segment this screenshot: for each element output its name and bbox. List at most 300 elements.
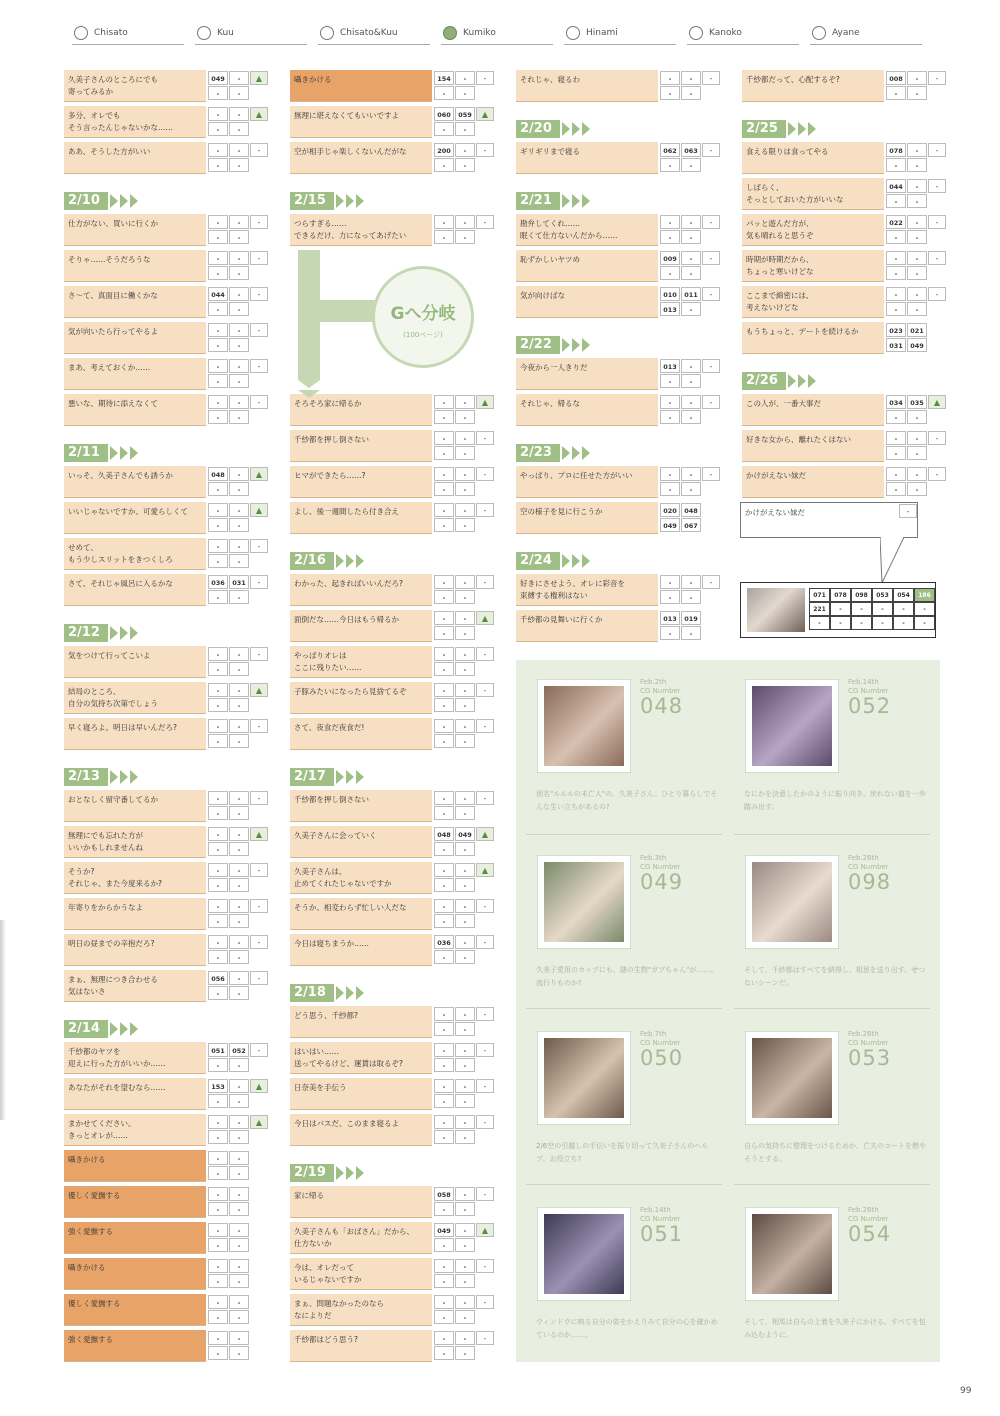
choice-row bbox=[290, 646, 496, 678]
cg-number-cells bbox=[658, 142, 702, 174]
cg-number-cell: - bbox=[229, 1274, 249, 1288]
cg-number-cell: - bbox=[208, 395, 228, 409]
cg-number-cell: - bbox=[229, 1223, 249, 1237]
cg-number-cell: - bbox=[455, 1079, 475, 1093]
date-header-2-14 bbox=[64, 1020, 146, 1038]
choice-text: 仕方がない、買いに行くか bbox=[64, 214, 206, 246]
cg-number-cell: - bbox=[455, 1187, 475, 1201]
chevron-icon bbox=[110, 1022, 118, 1036]
chevron-icon bbox=[582, 122, 590, 136]
cg-number-cell: - bbox=[208, 158, 228, 172]
choice-row bbox=[64, 574, 270, 606]
cg-number-cell: - bbox=[434, 1202, 454, 1216]
cg-label: CG Number bbox=[640, 863, 681, 871]
choice-text: 気をつけて行ってこいよ bbox=[64, 646, 206, 678]
choice-text: 強く愛撫する bbox=[64, 1330, 206, 1362]
branch-mark: - bbox=[928, 71, 946, 85]
tab-label: Hinami bbox=[586, 28, 618, 38]
chevron-icon bbox=[346, 194, 354, 208]
cg-number-cell: 022 bbox=[886, 215, 906, 229]
choice-text: 優しく愛撫する bbox=[64, 1294, 206, 1326]
choice-row bbox=[742, 250, 948, 282]
cg-number-cell: - bbox=[455, 1094, 475, 1108]
cg-number-cell: - bbox=[208, 1259, 228, 1273]
cg-number-cell: - bbox=[229, 554, 249, 568]
branch-mark: - bbox=[702, 395, 720, 409]
cg-number-cell: - bbox=[660, 395, 680, 409]
cg-number-cell: - bbox=[455, 71, 475, 85]
choice-text: そろそろ家に帰るか bbox=[290, 394, 432, 426]
cg-number-cells bbox=[206, 1330, 250, 1362]
choice-row bbox=[742, 394, 948, 426]
cg-number-cells bbox=[432, 1222, 476, 1254]
cg-number-cell: - bbox=[681, 86, 701, 100]
cg-number-cells bbox=[658, 214, 702, 246]
cg-number-cell: - bbox=[886, 86, 906, 100]
date-label: 2/25 bbox=[742, 120, 786, 138]
chevron-icon bbox=[356, 986, 364, 1000]
arrow-up-icon: ▲ bbox=[250, 1115, 268, 1129]
cg-number-cell: - bbox=[455, 1238, 475, 1252]
arrow-up-icon: ▲ bbox=[250, 1079, 268, 1093]
branch-mark: - bbox=[476, 935, 494, 949]
cg-number-cell: 049 bbox=[660, 518, 680, 532]
choice-row bbox=[516, 214, 722, 246]
choice-text: 囁きかける bbox=[290, 70, 432, 102]
cg-number-cells bbox=[432, 1186, 476, 1218]
cg-number-cell: - bbox=[229, 734, 249, 748]
cg-number-cell: 020 bbox=[660, 503, 680, 517]
choice-text: 久美子さんのところにでも 寄ってみるか bbox=[64, 70, 206, 102]
cg-number-cell: - bbox=[872, 616, 893, 630]
choice-text: 囁きかける bbox=[64, 1258, 206, 1290]
cg-number-cell: - bbox=[434, 863, 454, 877]
tab-chisato-kuu[interactable] bbox=[318, 22, 430, 45]
choice-row bbox=[290, 574, 496, 606]
branch-mark: - bbox=[250, 899, 268, 913]
cg-number-cell: 013 bbox=[660, 359, 680, 373]
branch-mark: - bbox=[702, 251, 720, 265]
cg-number-cell: - bbox=[208, 554, 228, 568]
cg-number-cells bbox=[206, 970, 250, 1002]
cg-number-cells bbox=[432, 214, 476, 246]
divider bbox=[734, 1184, 930, 1185]
cg-number-cell: - bbox=[455, 1295, 475, 1309]
cg-number-cells bbox=[432, 646, 476, 678]
date-header-2-16 bbox=[290, 552, 372, 570]
cg-number-cells bbox=[206, 502, 250, 534]
choice-text: 時期が時期だから、 ちょっと寒いけどな bbox=[742, 250, 884, 282]
cg-number-cell: - bbox=[681, 158, 701, 172]
cg-number-cell: - bbox=[455, 1259, 475, 1273]
cg-number-cell: - bbox=[208, 338, 228, 352]
date-label: 2/22 bbox=[516, 336, 560, 354]
chevron-icon bbox=[336, 770, 344, 784]
cg-number-cell: - bbox=[830, 602, 851, 616]
radio-selected-icon bbox=[443, 26, 457, 40]
tab-hinami[interactable] bbox=[564, 22, 676, 45]
cg-number-cell: - bbox=[455, 1310, 475, 1324]
cg-number-cell: - bbox=[229, 1115, 249, 1129]
chevron-icon bbox=[356, 1166, 364, 1180]
branch-mark: - bbox=[476, 1331, 494, 1345]
cg-card bbox=[738, 1024, 934, 1184]
cg-number-cell: - bbox=[455, 1115, 475, 1129]
cg-number-cell: - bbox=[660, 410, 680, 424]
cg-number-cell: - bbox=[208, 1331, 228, 1345]
cg-thumbnail bbox=[752, 1038, 832, 1118]
cg-number-cell: - bbox=[434, 1079, 454, 1093]
cg-number-cell: - bbox=[660, 575, 680, 589]
date-header-2-11 bbox=[64, 444, 146, 462]
cg-number-cells bbox=[206, 718, 250, 750]
cg-card bbox=[738, 848, 934, 1008]
choice-text: 好きな女から、離れたくはない bbox=[742, 430, 884, 462]
branch-mark: - bbox=[702, 143, 720, 157]
cg-number-cell: - bbox=[660, 590, 680, 604]
cg-number-cells bbox=[206, 466, 250, 498]
cg-number-cell: - bbox=[455, 1007, 475, 1021]
cg-number-cells bbox=[432, 1114, 476, 1146]
choice-row bbox=[64, 646, 270, 678]
choice-text: 多分、オレでも そう言ったんじゃないかな…… bbox=[64, 106, 206, 138]
cg-number-cell: - bbox=[660, 158, 680, 172]
character-tabs bbox=[72, 22, 942, 46]
cg-number-cell: - bbox=[229, 395, 249, 409]
cg-number-cells bbox=[206, 250, 250, 282]
cg-number-cell: - bbox=[907, 410, 927, 424]
branch-mark: - bbox=[476, 1259, 494, 1273]
choice-row bbox=[290, 430, 496, 462]
cg-number-cells bbox=[884, 178, 928, 210]
cg-number-cell: - bbox=[434, 611, 454, 625]
cg-number-cells bbox=[206, 358, 250, 390]
chevron-icon bbox=[572, 446, 580, 460]
tab-ayane[interactable] bbox=[810, 22, 922, 45]
cg-number-cell: - bbox=[229, 986, 249, 1000]
cg-number-cell: - bbox=[208, 86, 228, 100]
date-label: 2/11 bbox=[64, 444, 108, 462]
tab-kumiko[interactable] bbox=[441, 22, 553, 45]
cg-number-cell: 034 bbox=[886, 395, 906, 409]
cg-number-cell: - bbox=[229, 71, 249, 85]
cg-date: Feb.14th bbox=[848, 678, 879, 686]
choice-text: さて、それじゃ風呂に入るかな bbox=[64, 574, 206, 606]
cg-date: Feb.14th bbox=[640, 1206, 671, 1214]
cg-date: Feb.26th bbox=[848, 854, 879, 862]
choice-row bbox=[290, 502, 496, 534]
speech-bubble-tail bbox=[880, 537, 906, 585]
cg-number-cells bbox=[206, 1042, 250, 1074]
cg-number-cell: - bbox=[229, 899, 249, 913]
cg-number-cell: - bbox=[907, 287, 927, 301]
cg-number-cell: - bbox=[434, 662, 454, 676]
cg-number-cells bbox=[206, 1186, 250, 1218]
cg-date: Feb.2th bbox=[640, 678, 667, 686]
cg-number-cell: - bbox=[455, 143, 475, 157]
choice-text: どう思う、千紗都? bbox=[290, 1006, 432, 1038]
cg-number-cell: - bbox=[229, 1187, 249, 1201]
cg-number-cell: 036 bbox=[434, 935, 454, 949]
date-label: 2/13 bbox=[64, 768, 108, 786]
arrow-up-icon: ▲ bbox=[250, 467, 268, 481]
cg-thumbnail bbox=[544, 1214, 624, 1294]
cg-number-cell: - bbox=[208, 1187, 228, 1201]
cg-number-cell: - bbox=[208, 662, 228, 676]
cg-label: CG Number bbox=[640, 1215, 681, 1223]
cg-number-cells bbox=[206, 646, 250, 678]
cg-number-cells bbox=[884, 466, 928, 498]
cg-number-cell: - bbox=[434, 647, 454, 661]
cg-number-cells bbox=[206, 1150, 250, 1182]
cg-number-cell: - bbox=[455, 935, 475, 949]
cg-number-cell: - bbox=[434, 1094, 454, 1108]
choice-text: さ～て、真面目に働くかな bbox=[64, 286, 206, 318]
cg-label: CG Number bbox=[848, 863, 889, 871]
cg-number: 053 bbox=[848, 1046, 892, 1070]
cg-number-cell: - bbox=[208, 1238, 228, 1252]
arrow-up-icon: ▲ bbox=[476, 863, 494, 877]
arrow-up-icon: ▲ bbox=[476, 107, 494, 121]
cg-number-cell: - bbox=[229, 143, 249, 157]
chevron-icon bbox=[346, 770, 354, 784]
cg-number-cells bbox=[432, 466, 476, 498]
cg-number-cell: - bbox=[434, 1238, 454, 1252]
choice-text: パッと遊んだ方が、 気も晴れると思うぞ bbox=[742, 214, 884, 246]
cg-number-cell: 013 bbox=[660, 611, 680, 625]
tab-kanoko[interactable] bbox=[687, 22, 799, 45]
date-header-2-15 bbox=[290, 192, 372, 210]
branch-mark: - bbox=[250, 791, 268, 805]
cg-number-cell: 019 bbox=[681, 611, 701, 625]
chevron-icon bbox=[808, 122, 816, 136]
chevron-icon bbox=[572, 122, 580, 136]
cg-number-cell: - bbox=[229, 302, 249, 316]
cg-number-cell: - bbox=[660, 467, 680, 481]
chevron-icon bbox=[562, 194, 570, 208]
cg-number-cell: - bbox=[455, 230, 475, 244]
cg-number-cell: 071 bbox=[809, 588, 830, 602]
choice-text: せめて、 もう少しスリットをきつくしろ bbox=[64, 538, 206, 570]
cg-number-cell: - bbox=[455, 626, 475, 640]
branch-mark: - bbox=[476, 71, 494, 85]
cg-number-cell: - bbox=[455, 734, 475, 748]
tab-chisato[interactable] bbox=[72, 22, 184, 45]
cg-number-cell: 063 bbox=[681, 143, 701, 157]
choice-text: いいじゃないですか、可愛らしくて bbox=[64, 502, 206, 534]
cg-number-cell: - bbox=[229, 971, 249, 985]
cg-thumbnail bbox=[752, 686, 832, 766]
cg-number-cells bbox=[432, 70, 476, 102]
branch-mark: - bbox=[928, 215, 946, 229]
cg-number-cell: - bbox=[455, 647, 475, 661]
cg-number-cell: - bbox=[886, 410, 906, 424]
cg-number-cell: - bbox=[229, 590, 249, 604]
chevron-icon bbox=[120, 446, 128, 460]
cg-number-cell: - bbox=[229, 215, 249, 229]
cg-number-cell: - bbox=[455, 518, 475, 532]
choice-row bbox=[290, 1294, 496, 1326]
chevron-icon bbox=[808, 374, 816, 388]
branch-mark: - bbox=[250, 863, 268, 877]
date-label: 2/23 bbox=[516, 444, 560, 462]
choice-row bbox=[290, 1006, 496, 1038]
cg-number-cell: 049 bbox=[434, 1223, 454, 1237]
cg-thumbnail-frame bbox=[538, 680, 630, 772]
cg-number-cells bbox=[884, 214, 928, 246]
cg-card bbox=[530, 1200, 726, 1360]
cg-number-cells bbox=[206, 1114, 250, 1146]
cg-number-cell: - bbox=[660, 71, 680, 85]
choice-row bbox=[290, 1042, 496, 1074]
cg-number-cell: 060 bbox=[434, 107, 454, 121]
cg-number-cell: 098 bbox=[851, 588, 872, 602]
cg-number-cell: - bbox=[208, 935, 228, 949]
cg-number-cell: - bbox=[229, 266, 249, 280]
cg-number-cell: - bbox=[434, 446, 454, 460]
branch-mark: - bbox=[476, 503, 494, 517]
cg-number-cell: 059 bbox=[455, 107, 475, 121]
cg-number-cell: - bbox=[455, 842, 475, 856]
arrow-up-icon: ▲ bbox=[476, 1223, 494, 1237]
branch-mark: - bbox=[250, 1043, 268, 1057]
cg-number-cell: - bbox=[208, 518, 228, 532]
cg-card bbox=[738, 672, 934, 832]
choice-text: 強く愛撫する bbox=[64, 1222, 206, 1254]
choice-row bbox=[290, 610, 496, 642]
arrow-up-icon: ▲ bbox=[250, 503, 268, 517]
cg-number-cell: 052 bbox=[229, 1043, 249, 1057]
branch-mark: - bbox=[476, 1043, 494, 1057]
cg-number-cells bbox=[658, 250, 702, 282]
cg-number-cells bbox=[206, 826, 250, 858]
cg-number-cells bbox=[884, 250, 928, 282]
choice-text: 面倒だな……今日はもう帰るか bbox=[290, 610, 432, 642]
cg-number-cells bbox=[206, 1222, 250, 1254]
cg-caption: 別名"ルルルの未亡人"の、久美子さん。ひとり暮らしでそんな生い立ちがあるの? bbox=[536, 790, 718, 811]
cg-number-cell: - bbox=[229, 1331, 249, 1345]
cg-number-cells bbox=[206, 538, 250, 570]
branch-mark: - bbox=[250, 395, 268, 409]
cg-card bbox=[530, 672, 726, 832]
cg-number-cell: - bbox=[229, 518, 249, 532]
cg-number-cell: - bbox=[229, 374, 249, 388]
cg-number-cell: - bbox=[886, 482, 906, 496]
cg-number-cell: - bbox=[681, 410, 701, 424]
chevron-icon bbox=[336, 986, 344, 1000]
cg-number-cell: - bbox=[434, 122, 454, 136]
cg-number-cells bbox=[206, 394, 250, 426]
cg-number-cell: - bbox=[851, 616, 872, 630]
branch-mark: - bbox=[250, 971, 268, 985]
choice-text: はいはい…… 送ってやるけど、運賃は取るぞ? bbox=[290, 1042, 432, 1074]
choice-row bbox=[742, 466, 948, 498]
choice-text: 千紗都の見舞いに行くか bbox=[516, 610, 658, 642]
cg-number-cell: - bbox=[434, 914, 454, 928]
cg-number-cell: - bbox=[455, 482, 475, 496]
choice-row bbox=[742, 178, 948, 210]
cg-number-cells bbox=[432, 898, 476, 930]
choice-text: 子豚みたいになったら見捨てるぞ bbox=[290, 682, 432, 714]
choice-text: もうちょっと、デートを続けるか bbox=[742, 322, 884, 354]
cg-number-cell: - bbox=[681, 467, 701, 481]
tab-label: Chisato&Kuu bbox=[340, 28, 398, 38]
chevron-down-icon bbox=[298, 380, 320, 388]
choice-text: 千紗都だって、心配するぞ? bbox=[742, 70, 884, 102]
cg-number-cell: - bbox=[455, 863, 475, 877]
chevron-icon bbox=[110, 770, 118, 784]
chevron-icon bbox=[130, 446, 138, 460]
cg-number-cell: - bbox=[229, 863, 249, 877]
branch-mark: - bbox=[250, 719, 268, 733]
arrow-up-icon: ▲ bbox=[250, 107, 268, 121]
chevron-icon bbox=[346, 1166, 354, 1180]
divider bbox=[734, 1008, 930, 1009]
cg-number-cell: - bbox=[208, 950, 228, 964]
divider bbox=[526, 1008, 722, 1009]
cg-number-cell: - bbox=[455, 1331, 475, 1345]
date-header-2-18 bbox=[290, 984, 372, 1002]
choice-row bbox=[64, 1330, 270, 1362]
choice-text: つらすぎる…… できるだけ、力になってあげたい bbox=[290, 214, 432, 246]
cg-number-cell: - bbox=[208, 590, 228, 604]
cg-number: 050 bbox=[640, 1046, 684, 1070]
choice-row bbox=[64, 718, 270, 750]
cg-number-cell: - bbox=[229, 1151, 249, 1165]
chevron-icon bbox=[582, 554, 590, 568]
cg-number-cell: - bbox=[208, 1310, 228, 1324]
choice-row bbox=[516, 502, 722, 534]
choice-text: よし、後一週間したら付き合え bbox=[290, 502, 432, 534]
chevron-icon bbox=[336, 1166, 344, 1180]
choice-text: かけがえない妹だ bbox=[742, 466, 884, 498]
chevron-icon bbox=[120, 194, 128, 208]
cg-number-cell: - bbox=[907, 482, 927, 496]
date-label: 2/15 bbox=[290, 192, 334, 210]
choice-row bbox=[742, 322, 948, 354]
cg-number-cell: - bbox=[229, 359, 249, 373]
arrow-up-icon: ▲ bbox=[250, 683, 268, 697]
choice-text: 優しく愛撫する bbox=[64, 1186, 206, 1218]
branch-mark: - bbox=[476, 791, 494, 805]
tab-kuu[interactable] bbox=[195, 22, 307, 45]
cg-thumbnail bbox=[544, 686, 624, 766]
cg-number-cell: - bbox=[229, 1238, 249, 1252]
tab-label: Kanoko bbox=[709, 28, 742, 38]
choice-row bbox=[516, 70, 722, 102]
branch-mark: - bbox=[702, 575, 720, 589]
cg-number-cell: - bbox=[229, 158, 249, 172]
cg-number-cell: - bbox=[455, 791, 475, 805]
cg-number-cell: - bbox=[208, 878, 228, 892]
choice-text: 無理にでも忘れた方が いいかもしれませんね bbox=[64, 826, 206, 858]
cg-number-cell: - bbox=[681, 626, 701, 640]
cg-thumbnail-frame bbox=[746, 1032, 838, 1124]
choice-row bbox=[64, 322, 270, 354]
cg-number-cells bbox=[206, 286, 250, 318]
cg-number-cell: - bbox=[229, 878, 249, 892]
chevron-icon bbox=[356, 554, 364, 568]
cg-number-cell: 078 bbox=[886, 143, 906, 157]
cg-number-cell: - bbox=[455, 575, 475, 589]
cg-number-cell: - bbox=[681, 395, 701, 409]
cg-number-cells bbox=[432, 1294, 476, 1326]
arrow-up-icon: ▲ bbox=[476, 395, 494, 409]
cg-number-cell: - bbox=[455, 878, 475, 892]
cg-number: 049 bbox=[640, 870, 684, 894]
cg-number-cell: 031 bbox=[229, 575, 249, 589]
cg-number-cell: 154 bbox=[434, 71, 454, 85]
